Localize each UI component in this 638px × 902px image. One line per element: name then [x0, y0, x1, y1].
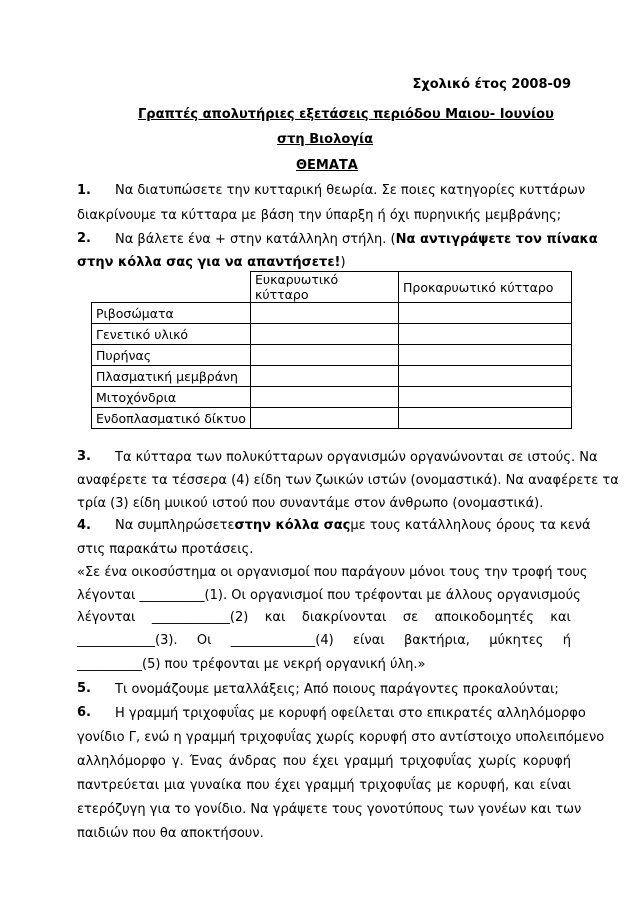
- q2-text-1b: Να αντιγράψετε τον πίνακα: [395, 232, 598, 247]
- q6-text-1: Η γραμμή τριχοφυΐας με κορυφή οφείλεται στο επικρατές αλληλόμορφο: [115, 706, 586, 721]
- q2-number: 2.: [77, 231, 91, 246]
- q4-text-1b: στην κόλλα σας: [234, 518, 351, 533]
- table-row-label: Πλασματική μεμβράνη: [92, 366, 251, 387]
- subject-title: στη Βιολογία: [277, 132, 374, 147]
- q4-text-4: λέγονται __________(1). Οι οργανισμοί που τρέφονται με άλλους οργανισμούς: [77, 588, 581, 603]
- q6-text-5: ετερόζυγη για το γονίδιο. Να γράψετε τους γονοτύπους των γονέων και των: [77, 802, 582, 817]
- table-row-label: Ενδοπλασματικό δίκτυο: [92, 408, 251, 429]
- table-cell: [251, 387, 399, 408]
- q4-text-6e: βακτήρια,: [403, 633, 470, 648]
- q6-text-6: παιδιών που θα αποκτήσουν.: [77, 826, 264, 841]
- table-row-label: Γενετικό υλικό: [92, 324, 251, 345]
- q6-text-2: γονίδιο Γ, ενώ η γραμμή τριχοφυΐας χωρίς κορυφή στο αντίστοιχο υπολειπόμενο: [77, 730, 605, 745]
- table-row: [92, 366, 572, 387]
- q4-text-2: στις παρακάτω προτάσεις.: [77, 542, 254, 557]
- table-cell: [251, 345, 399, 366]
- q4-text-1a: Να συμπληρώσετε: [115, 518, 235, 533]
- q6-text-4: παντρεύεται μια γυναίκα που έχει γραμμή τριχοφυΐας με κορυφή, και είναι: [77, 778, 571, 793]
- q3-text-1: Τα κύτταρα των πολυκύτταρων οργανισμών οργανώνονται σε ιστούς. Να: [115, 450, 598, 465]
- q3-text-2: αναφέρετε τα τέσσερα (4) είδη των ζωικών ιστών (ονομαστικά). Να αναφέρετε τα: [77, 473, 619, 488]
- table-row: [92, 324, 572, 345]
- table-cell: [399, 303, 572, 324]
- table-row-label: Ριβοσώματα: [92, 303, 251, 324]
- q5-text: Τι ονομάζουμε μεταλλάξεις; Από ποιους παράγοντες προκαλούνται;: [115, 682, 559, 697]
- q4-text-6f: μύκητες: [489, 633, 544, 648]
- q4-line5: [77, 610, 571, 628]
- table-cell: [251, 408, 399, 429]
- q1-text-1: Να διατυπώσετε την κυτταρική θεωρία. Σε ποιες κατηγορίες κυττάρων: [115, 183, 586, 198]
- q2-text-2b: στην κόλλα σας για να απαντήσετε!: [77, 255, 341, 270]
- q4-text-6c: _____________(4): [230, 633, 334, 648]
- q5-number: 5.: [77, 681, 91, 696]
- q2-line1: [115, 231, 598, 249]
- table-cell: [251, 324, 399, 345]
- table-cell: [399, 366, 572, 387]
- q3-number: 3.: [77, 449, 91, 464]
- school-year: Σχολικό έτος 2008-09: [412, 77, 571, 92]
- exam-title: Γραπτές απολυτήριες εξετάσεις περιόδου Μαιου- Ιουνίου: [138, 107, 554, 122]
- table-header-cell: [92, 272, 251, 303]
- table-cell: [399, 324, 572, 345]
- table-row-label: Πυρήνας: [92, 345, 251, 366]
- q6-number: 6.: [77, 705, 91, 720]
- q1-text-2: διακρίνουμε τα κύτταρα με βάση την ύπαρξη ή όχι πυρηνικής μεμβράνης;: [77, 208, 562, 223]
- table-row: [92, 387, 572, 408]
- q4-text-5e: σε: [402, 610, 419, 625]
- q4-text-5b: ____________(2): [151, 610, 249, 625]
- q6-text-3: αλληλόμορφο γ. Ένας άνδρας που έχει γραμμή τριχοφυΐας χωρίς κορυφή: [77, 754, 571, 769]
- table-cell: [399, 408, 572, 429]
- q2-line2: [77, 254, 346, 272]
- q3-text-3: τρία (3) είδη μυικού ιστού που συναντάμε στον άνθρωπο (ονομαστικά).: [77, 496, 544, 511]
- q4-text-5a: λέγονται: [77, 610, 136, 625]
- q4-text-5d: διακρίνονται: [301, 610, 387, 625]
- table-header-cell: Ευκαρυωτικό κύτταρο: [251, 272, 399, 303]
- table-cell: [399, 345, 572, 366]
- table-cell: [251, 303, 399, 324]
- q4-text-6a: ____________(3).: [77, 633, 178, 648]
- table-row: [92, 408, 572, 429]
- q4-line1: [115, 518, 591, 536]
- q2-text-2c: ): [340, 255, 346, 270]
- table-header-row: [92, 272, 572, 303]
- q4-text-6g: ή: [562, 633, 571, 648]
- q4-text-3: «Σε ένα οικοσύστημα οι οργανισμοί που παράγουν μόνοι τους την τροφή τους: [77, 565, 588, 580]
- q4-text-5f: αποικοδομητές: [434, 610, 534, 625]
- q4-text-5c: και: [264, 610, 286, 625]
- q4-text-6b: Οι: [196, 633, 212, 648]
- q2-text-1a: Να βάλετε ένα + στην κατάλληλη στήλη. (: [115, 232, 396, 247]
- q4-text-7: __________(5) που τρέφονται με νεκρή οργανική ύλη.»: [77, 657, 426, 672]
- cell-comparison-table: [91, 271, 572, 429]
- table-header-cell: Προκαρυωτικό κύτταρο: [399, 272, 572, 303]
- table-row: [92, 303, 572, 324]
- table-row: [92, 345, 572, 366]
- table-cell: [251, 366, 399, 387]
- q4-text-5g: και: [550, 610, 571, 625]
- q4-line6: [77, 633, 571, 651]
- q4-text-6d: είναι: [353, 633, 385, 648]
- q1-line1: [115, 183, 586, 201]
- q4-number: 4.: [77, 518, 91, 533]
- table-cell: [399, 387, 572, 408]
- table-row-label: Μιτοχόνδρια: [92, 387, 251, 408]
- q1-number: 1.: [77, 183, 91, 198]
- section-title: ΘΕΜΑΤΑ: [296, 158, 358, 173]
- q4-text-1c: με τους κατάλληλους όρους τα κενά: [350, 518, 591, 533]
